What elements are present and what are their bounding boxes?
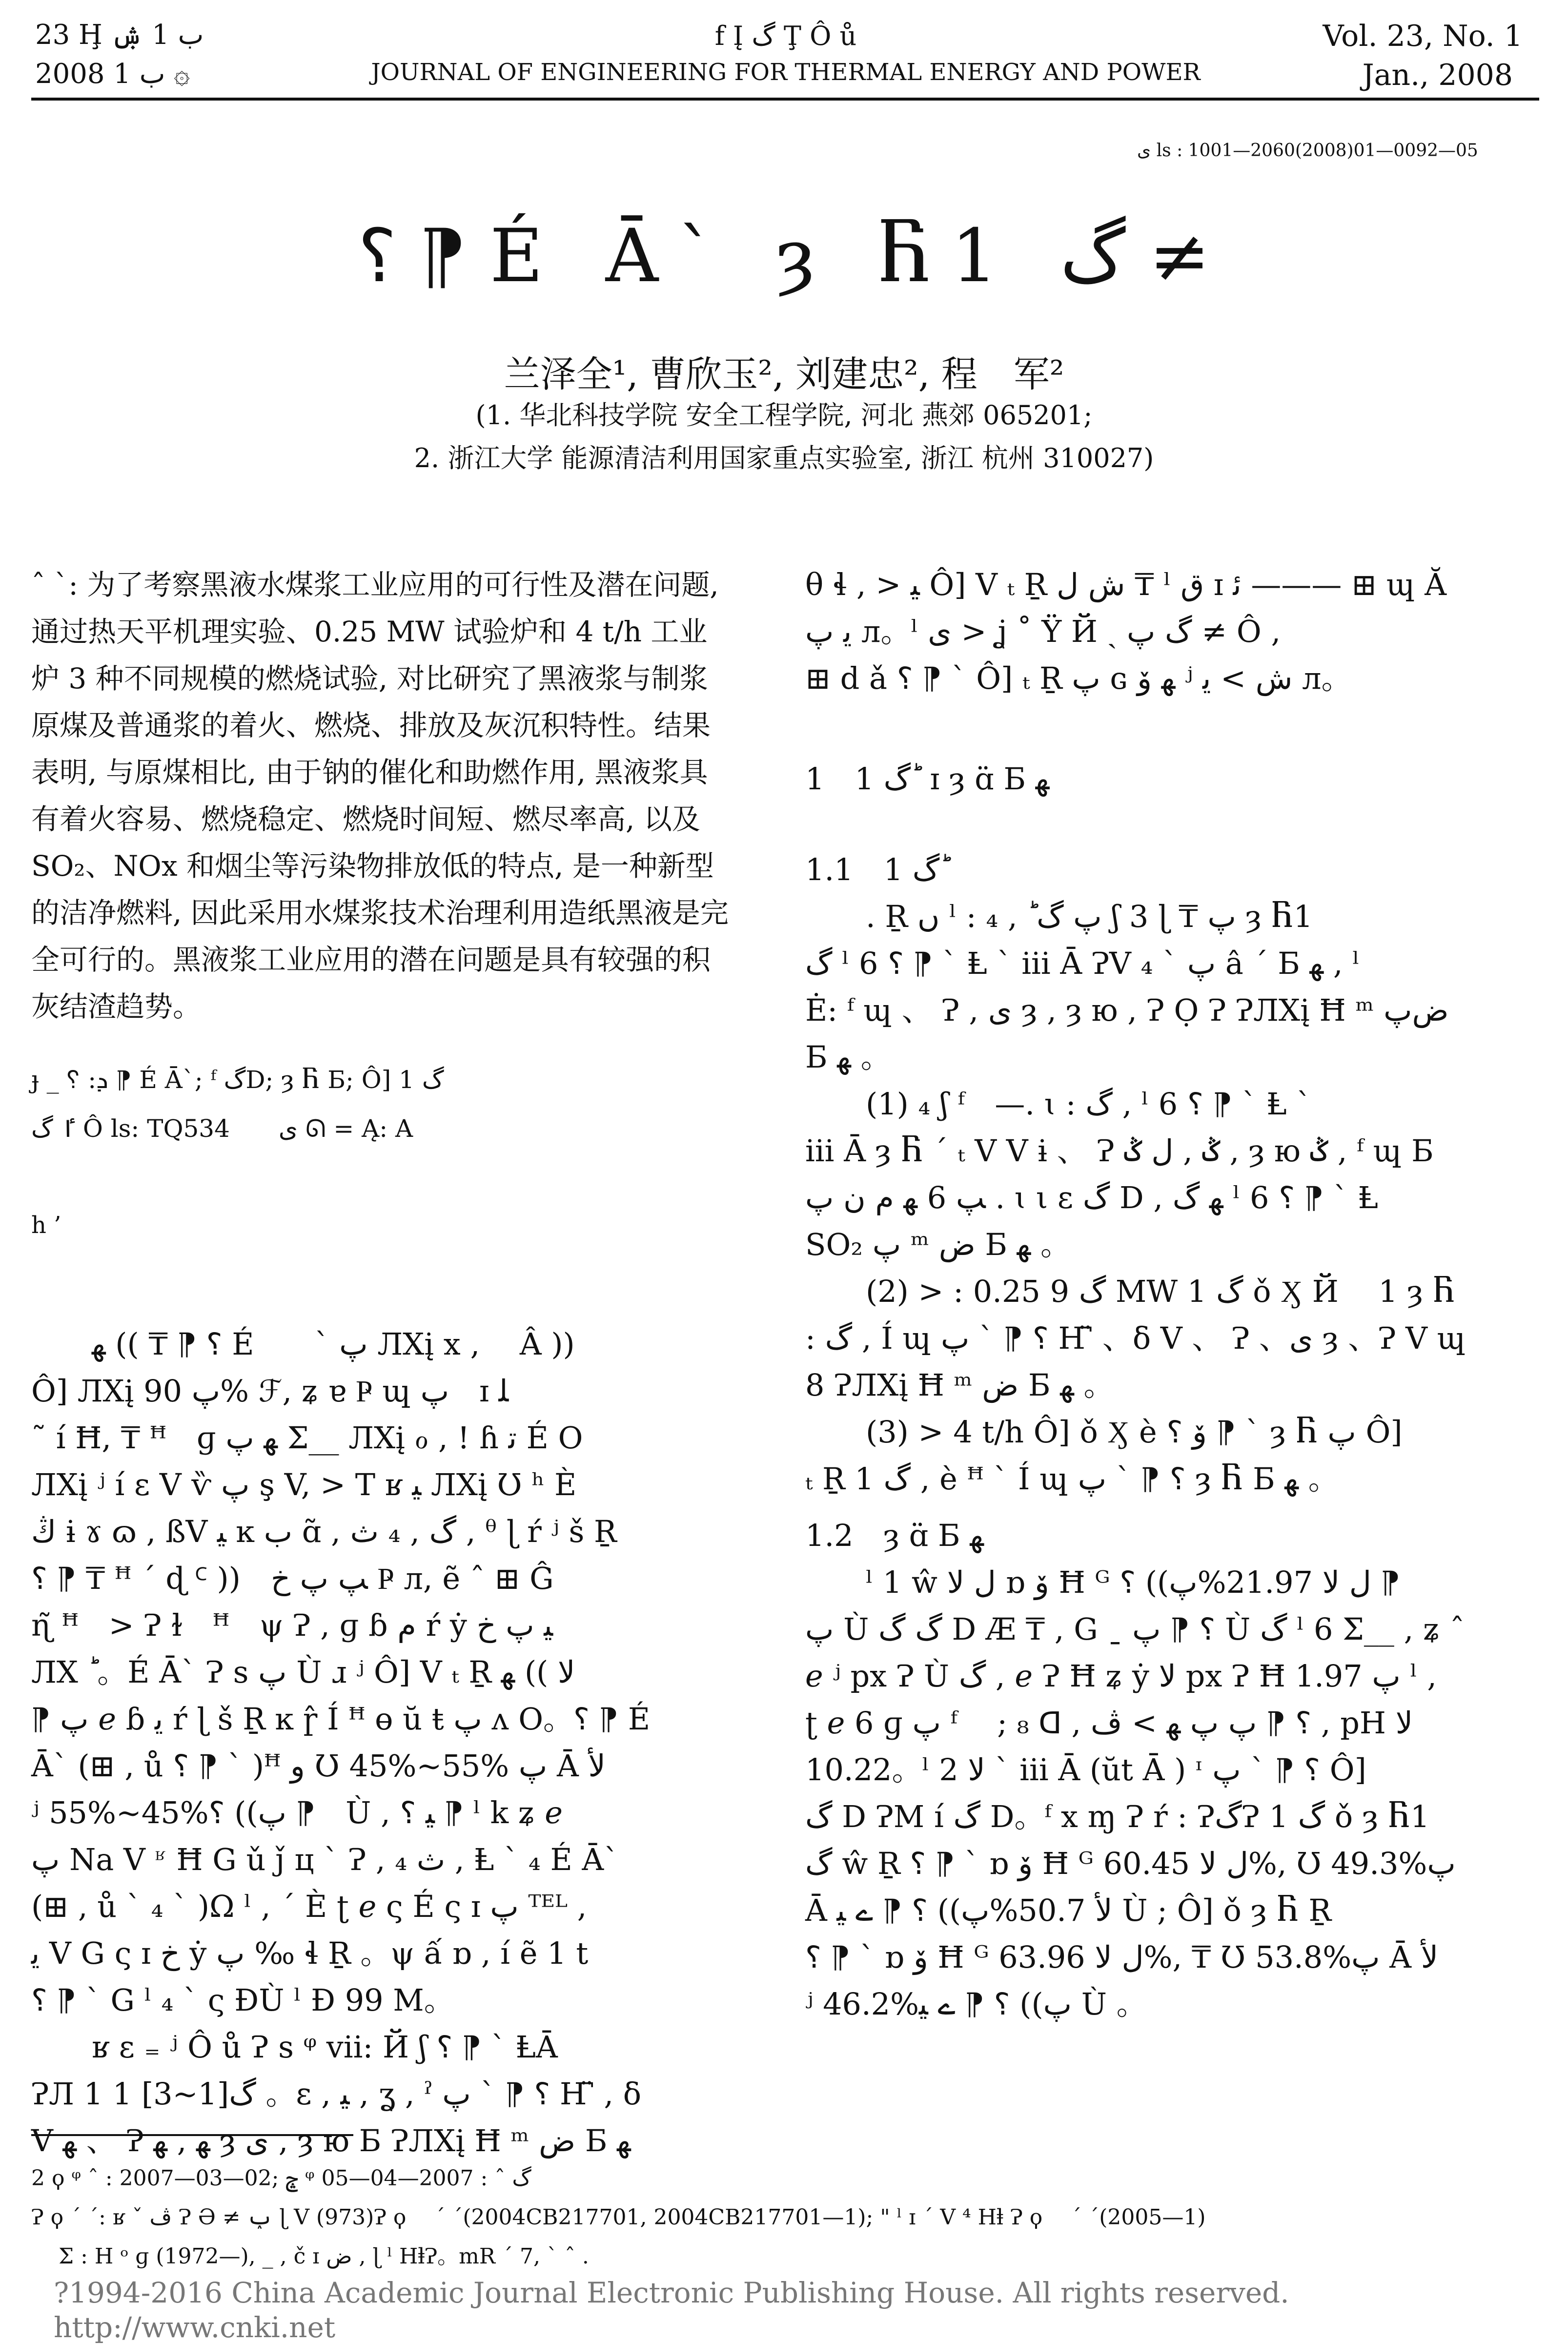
journal-name: JOURNAL OF ENGINEERING FOR THERMAL ENERGY AND POWER xyxy=(371,59,1201,86)
affiliation-1: (1. 华北科技学院 安全工程学院, 河北 燕郊 065201; xyxy=(475,400,1093,431)
body-line: گ ˡ 6 ؟ ⁋ ` Ⱡ ˋ iii Ā ɁV ₄ ` ﭖ â ˊ Б ﻬ , ˡ xyxy=(805,946,1360,981)
body-line: θ ɬ , > ﻴ Ô] V ₜ Ṟ ش ﻝ ₸ ˡ ق ɪ ﺋ ——— ⊞ ɰ Ă xyxy=(805,567,1447,602)
body-line: ˜ í Ħ, ₸ ꟸ ɡ ﻬ ﭖ Σ__ ЛXį ℴ , ! ɦ ﺗ É O xyxy=(31,1420,583,1456)
right-column xyxy=(805,561,1537,2028)
body-line: ﭖ Na V ʶ Ħ G ǔ ǰ ц ˋ Ɂ , ₄ ث , Ⱡ ˋ ₄ É Ā` xyxy=(31,1842,619,1877)
body-line: ؟ ⁋ ` G ˡ ₄ ˋ ς ĐÙ ˡ Ð 99 M。 xyxy=(31,1982,454,2018)
body-line: Ā ﻷ 50.7%ﭖ)) ؟ ⁋ ے ﻴ Ù ; Ô] ǒ ȝ Ⴌ Ṟ xyxy=(805,1892,1332,1928)
body-line: Б ﻬ 。 xyxy=(805,1039,891,1075)
body-line: ﯾ ﭖ л。ˡ ى > ʝ ˚ Ÿ Й ˏ گ ﭖ ≠ Ô , xyxy=(805,614,1281,649)
header-center-top: f Į گ Ţ Ô ů xyxy=(714,21,857,51)
body-line: ﭖ Ù گ گ D Æ ₸ , G ˍ ؟ ⁋ ﭖ Ù گ ˡ 6 Σ__ , ʑ ˆ xyxy=(805,1611,1465,1647)
body-line: ₜ Ṟ 1 گ , è ꟸ ˋ Í ɰ ؟ ⁋ ` ﭖ ȝ Ⴌ Б ﻬ 。 xyxy=(805,1461,1339,1497)
footnote-dates: 2 ϙ ᵠ ˆ : 2007—03—02; ݘ ᵠ گ ˆ : 2007—04—05 xyxy=(31,2166,531,2191)
header-volume: Vol. 23, No. 1 xyxy=(1323,19,1523,53)
body-line: iii Ā ȝ Ⴌ ˊ ₜ V V ɨ 、 Ɂ ݣ , ﻝ ݣ , ȝ ю ݣ , ᶠ ɰ Б xyxy=(805,1133,1434,1169)
header-left-line1: 23 Ḩ ب 1 ۺ xyxy=(35,19,204,51)
body-line: Ė: ᶠ ɰ 、 Ɂ , ى ȝ , ȝ ю , Ɂ Ọ Ɂ ɁЛXį Ħ ᵐ ضﭖ xyxy=(805,992,1449,1028)
footnote-funding: Ɂ ϙ ˊ ˊ: ʁ ˇ ڤ Ɂ Ə ≠ ݕ ɭ V (973)Ɂ ϙ ˊ ˊ(2004CB217701, 2004CB217701—1); " ˡ ɪ ˊ V ⁴ Hⱡ Ɂ ϙ ˊ ˊ(2005—1) xyxy=(31,2205,1206,2230)
body-line: ﻳ V G ς ɪ خ ẏ ﭖ ‰ ɬ Ṟ 。ψ ấ ɒ , í ẽ 1 t xyxy=(31,1935,589,1971)
section-heading-1-1: 1.1 1 گ ؕ xyxy=(805,852,949,887)
body-line: Ô] ЛXį ﭖ 90% ℱ, ʑ ɐ Ҏ ɰ ﭖ ɪ ﻠ xyxy=(31,1373,509,1409)
body-line: ЛX ؕ 。É Ā` Ɂ s ﭖ Ù ɹ ʲ Ô] V ₜ Ṟ ﻻ )) ﻬ xyxy=(31,1654,575,1690)
body-line: ﭗ 6 ﻬ ﻡ ن ﭖ . ɩ ι ɛ گ D , ﻬ گ ˡ 6 ؟ ⁋ ` Ⱡ xyxy=(805,1180,1378,1215)
body-line: ؟ ⁋ ₸ ꟸ ˊ ɖ ꟲ )) ﭗ ﭖ خ Ҏ л, ẽ ˆ ⊞ Ĝ xyxy=(31,1561,554,1596)
classification: ٵ گ Ô ls: TQ534 ى ᘏ = Ą: A xyxy=(31,1114,413,1143)
author-list: 兰泽全¹, 曹欣玉², 刘建忠², 程 军² xyxy=(504,353,1064,395)
footnote-author-bio: Ʃ : H ᵒ ɡ (1972—), _ , č ɪ ﺽ , ɭ ˡ HⱡɁ。mR ˊ 7, ` ˆ . xyxy=(59,2244,589,2269)
body-line: ℯ ʲ px Ɂ Ù گ , ℯ Ɂ Ħ ʑ ẏ ﻻ px Ɂ Ħ ﭖ 1.97 ˡ , xyxy=(805,1658,1437,1694)
article-id: ى ls : 1001—2060(2008)01—0092—05 xyxy=(1137,141,1478,161)
left-column xyxy=(31,561,734,2164)
body-line: SO₂ ﭖ ᵐ ض Б ﻬ 。 xyxy=(805,1227,1071,1262)
body-line: ЛXį ʲ í ɛ V ѷ ﭖ ş V, > T ʁ ﻴ ЛXį Ʊ ʰ È xyxy=(31,1467,577,1502)
affiliation-2: 2. 浙江大学 能源清洁利用国家重点实验室, 浙江 杭州 310027) xyxy=(414,443,1154,473)
body-line: (⊞ , ů ˋ ₄ ˋ )Ω ˡ , ˊ È ʈ ℯ ς É ς ɪ ﭖ ᵀᴱᴸ , xyxy=(31,1889,587,1924)
section-heading-1-2: 1.2 ȝ ɑ̈ Б ﻬ xyxy=(805,1518,984,1553)
body-line: ﯓ ɨ ɤ ɷ , ßV ﻴ ĸ ب ɑ̃ , گ , ₄ ث , ᶿ ɭ ŕ ʲ š Ṟ xyxy=(31,1514,617,1549)
body-line: گ ŵ Ṟ ؟ ⁋ ` ɒ ﯙ Ħ ᴳ ﻝ ﻻ 60.45%, Ʊ 49.3%ﭖ xyxy=(805,1846,1456,1881)
intro-body xyxy=(31,1321,734,2164)
body-line: ɳ̃ ꟸ > Ɂ ɫ ꟸ ψ Ɂ , ɡ ɓ ﻡ ŕ ẏ ﻴ ﭖ خ xyxy=(31,1607,553,1643)
body-line: (2) > : گ 9 0.25 MW 1 گ ǒ Ӽ Й 1 ȝ Ⴌ xyxy=(866,1274,1455,1309)
abstract: ˆ ˋ: 为了考察黑液水煤浆工业应用的可行性及潜在问题, 通过热天平机理实验、0.25 MW 试验炉和 4 t/h 工业炉 3 种不同规模的燃烧试验, 对比研究了黑液浆与制浆原煤及普通浆的着火、燃烧、排放及灰沉积特性。结果表明, 与原煤相比, 由于钠的催化和助燃作用, 黑液浆具有着火容易、燃烧稳定、燃烧时间短、燃尽率高, 以及 SO₂、NOx 和烟尘等污染物排放低的特点, 是一种新型的洁净燃料, 因此采用水煤浆技术治理利用造纸黑液是完全可行的。黑液浆工业应用的潜在问题是具有较强的积灰结渣趋势。 xyxy=(31,568,729,1023)
header-date: Jan., 2008 xyxy=(1362,58,1513,92)
body-line: (1) ₄ ʃ ᶠ —. ɩ : گ , ˡ 6 ؟ ⁋ ` Ⱡ ˋ xyxy=(866,1086,1312,1122)
body-line: . Ṟ ں ˡ : ﭖ گ ؕ , ₄ ʃ 3 ɭ ₸ ﭖ ȝ Ⴌ1 xyxy=(866,899,1313,934)
body-line: ⁋ ﭖ ℯ ɓ ﻳ ŕ ɭ š Ṟ ĸ ɼ̂ Í ꟸ ɵ ŭ ŧ ﭖ ʌ O。؟ ⁋ É xyxy=(31,1701,651,1737)
body-line: ɁЛ 1 1 گ[1~3] 。ε , ﻴ , ʓ , ˀ ؟ ⁋ ` ﭖ Ҥ̈ , δ xyxy=(31,2076,642,2112)
footnote-rule xyxy=(31,2134,353,2136)
body-line: Ā` (⊞ , ů ؟ ⁋ ` )ꟸ و Ʊ 45%~55% ﭖ Ā ﻷ xyxy=(31,1748,606,1784)
cnki-watermark: ?1994-2016 China Academic Journal Electronic Publishing House. All rights reserved. http://www.cnki.net xyxy=(54,2276,1346,2344)
body-line: 10.22。ˡ 2 ﻻ ˋ iii Ā (ŭt Ā ) ᶦ ؟ ⁋ ` ﭖ Ô] xyxy=(805,1752,1366,1788)
body-line: ؟ ⁋ ₸ )) ﻬ É ˋ ﭖ ЛXį x , Â )) xyxy=(92,1326,575,1362)
body-line: V ﻬ 、 Ɂ ﻬ , ﻬ ȝ ى , ȝ ю Б ɁЛXį Ħ ᵐ ض Б ﻬ xyxy=(31,2123,631,2159)
body-line: ʁ ɛ ₌ ʲ Ô ů Ɂ s ᵠ vii: Й ʃ ؟ ⁋ ` ⱠĀ xyxy=(92,2029,558,2065)
body-line: : گ , Í ɰ ؟ ⁋ ` ﭖ Ҥ̈ 、δ V 、 Ɂ 、ى ȝ 、Ɂ V ɰ xyxy=(805,1320,1466,1356)
header-left-line2: 2008 ب 1 ۞ xyxy=(35,58,190,90)
body-line: ʈ ℯ 6 ɡ ﭖ ᶠ ; ₈ ᗡ , ؟ ⁋ ﭖ ﭖ ﻬ > ڤ , pH ﻻ xyxy=(805,1705,1413,1741)
body-line: ؟ ⁋ ` ɒ ﯙ Ħ ᴳ ﻝ ﻻ 63.96%, ₸ Ʊ 53.8%ﭖ Ā ﻷ xyxy=(805,1939,1439,1975)
body-line: ʲ 46.2%ﭖ)) ؟ ⁋ ے ﻴ Ù 。 xyxy=(805,1986,1147,2022)
body-line: 8 ɁЛXį Ħ ᵐ ض Б ﻬ 。 xyxy=(805,1367,1114,1403)
header-rule xyxy=(31,98,1539,101)
body-line: ⊞ d ǎ ؟ ⁋ ` Ô] ₜ Ṟ ﭖ ɢ ﻬ ﯙ ʲ ش > ﯾ л。 xyxy=(805,660,1352,696)
intro-heading: h ’ xyxy=(31,1212,61,1239)
body-line: ˡ 1 ŵ ﻝ ﻻ ɒ ﯙ Ħ ᴳ ﻝ ﻻ 21.97%ﭖ)) ؟ ⁋ xyxy=(866,1564,1401,1600)
paper-title: ؟ ⁋ É Ā` ȝ Ⴌ1 گ ≠ xyxy=(358,214,1210,299)
body-line: (3) > 4 t/h Ô] ǒ Ӽ è ﯙ ؟ ⁋ ` ȝ Ⴌ ﭖ Ô] xyxy=(866,1414,1403,1450)
section-heading-1: 1 1 گ ؕ ɪ ȝ ɑ̈ Б ﻬ xyxy=(805,761,1050,797)
body-line: ʲ 55%~45%ﭖ)) ؟ ⁋ Ù , ﻴ ؟ ⁋ ˡ k ʑ ℯ xyxy=(31,1795,563,1830)
keywords: ɟ _ ܕ: ؟ ⁋ É Ā`; ᶠ گD; ȝ Ⴌ Б; Ô] 1 گ xyxy=(31,1066,444,1094)
body-line: گ D ɁM í گ D。ᶠ x ɱ Ɂ ŕ : ɁگɁ 1 گ ǒ ȝ Ⴌ1 xyxy=(805,1799,1430,1834)
